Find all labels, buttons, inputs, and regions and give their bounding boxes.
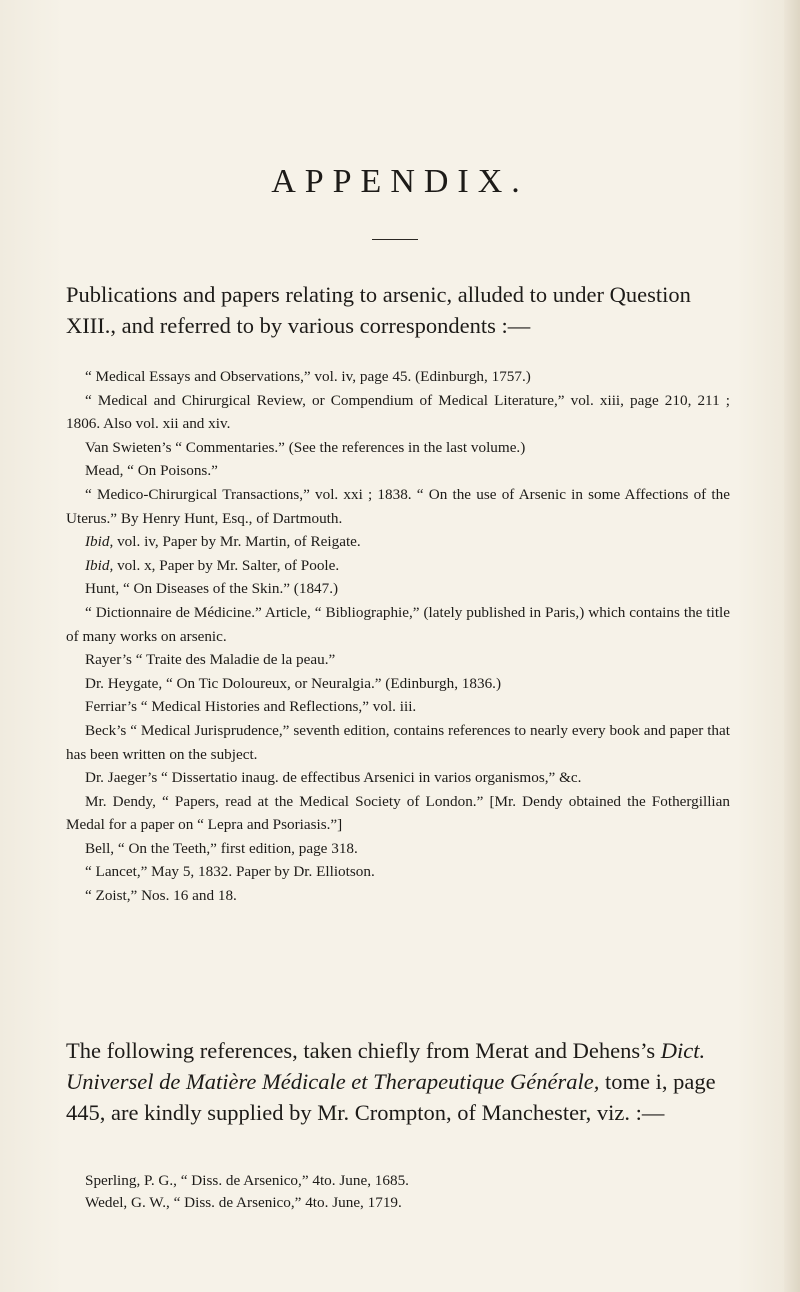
reference-entry — [66, 837, 730, 861]
reference-text: vol. x, Paper by Mr. Salter, of Poole. — [113, 556, 340, 574]
reference-text: “ Zoist,” Nos. 16 and 18. — [85, 887, 237, 905]
dictionary-title: Dict. Universel de Matière Médicale et Therapeutique Générale, — [66, 1038, 706, 1094]
reference-lead: Ibid, — [85, 556, 114, 574]
reference-text: Rayer’s “ Traite des Maladie de la peau.” — [85, 651, 336, 669]
reference-text: “ Medical and Chirurgical Review, or Compendium of Medical Literature,” vol. xiii, page 210, 211 ; 1806. Also vol. xii and xiv. — [66, 391, 730, 433]
reference-entry — [66, 483, 730, 530]
reference-lead: Ibid, — [85, 533, 114, 551]
reference-text: Dr. Heygate, “ On Tic Doloureux, or Neuralgia.” (Edinburgh, 1836.) — [85, 674, 502, 692]
intro-text: Publications and papers relating to arsenic, alluded to under Question XIII., and referred to by various correspondents :— — [66, 282, 691, 338]
second-intro-after: tome i, page 445, are kindly supplied by Mr. Crompton, of Manchester, viz. :— — [66, 1069, 716, 1125]
reference-entry — [66, 860, 730, 884]
reference-list — [66, 365, 730, 908]
reference-text: Mr. Dendy, “ Papers, read at the Medical Society of London.” [Mr. Dendy obtained the Fothergillian Medal for a paper on “ Lepra and Psoriasis.”] — [66, 792, 730, 834]
reference-entry — [66, 365, 730, 389]
reference-text: “ Dictionnaire de Médicine.” Article, “ Bibliographie,” (lately published in Paris,) which contains the title of many works on arsenic. — [66, 603, 730, 645]
reference-text: “ Medical Essays and Observations,” vol. iv, page 45. (Edinburgh, 1757.) — [85, 368, 531, 385]
reference-entry — [66, 389, 730, 436]
reference-entry — [66, 577, 730, 601]
reference-entry — [66, 648, 730, 672]
reference-text: Ferriar’s “ Medical Histories and Reflections,” vol. iii. — [85, 698, 417, 716]
reference-entry — [66, 601, 730, 648]
reference-text: Wedel, G. W., “ Diss. de Arsenico,” 4to. June, 1719. — [85, 1194, 402, 1211]
reference-text: vol. iv, Paper by Mr. Martin, of Reigate. — [113, 533, 361, 551]
reference-entry — [66, 884, 730, 908]
intro-paragraph — [66, 279, 730, 341]
reference-entry — [66, 436, 730, 460]
reference-entry — [66, 1170, 730, 1192]
reference-text: Sperling, P. G., “ Diss. de Arsenico,” 4to. June, 1685. — [85, 1172, 409, 1189]
page-heading: APPENDIX. — [271, 163, 529, 200]
reference-text: Bell, “ On the Teeth,” first edition, page 318. — [85, 839, 358, 857]
reference-text: “ Lancet,” May 5, 1832. Paper by Dr. Elliotson. — [85, 863, 375, 881]
reference-text: Hunt, “ On Diseases of the Skin.” (1847.) — [85, 580, 339, 598]
reference-entry — [66, 672, 730, 696]
second-intro-paragraph — [66, 1035, 730, 1128]
reference-entry — [66, 554, 730, 578]
reference-entry — [66, 530, 730, 554]
reference-text: Beck’s “ Medical Jurisprudence,” seventh edition, contains references to nearly every book and paper that has been written on the subject. — [66, 721, 730, 763]
reference-entry — [66, 790, 730, 837]
second-intro-text — [66, 1035, 730, 1128]
reference-text: Van Swieten’s “ Commentaries.” (See the references in the last volume.) — [85, 438, 526, 456]
reference-entry — [66, 1192, 730, 1214]
reference-list-2 — [66, 1170, 730, 1214]
reference-entry — [66, 695, 730, 719]
reference-text: Mead, “ On Poisons.” — [85, 462, 218, 480]
reference-entry — [66, 459, 730, 483]
second-intro-before: The following references, taken chiefly from Merat and Dehens’s — [66, 1038, 661, 1063]
reference-text: Dr. Jaeger’s “ Dissertatio inaug. de effectibus Arsenici in varios organismos,” &c. — [85, 769, 582, 787]
reference-entry — [66, 719, 730, 766]
reference-entry — [66, 766, 730, 790]
reference-text: “ Medico-Chirurgical Transactions,” vol. xxi ; 1838. “ On the use of Arsenic in some Affections of the Uterus.” By Henry Hunt, Esq., of Dartmouth. — [66, 485, 730, 527]
heading-divider — [372, 239, 418, 240]
